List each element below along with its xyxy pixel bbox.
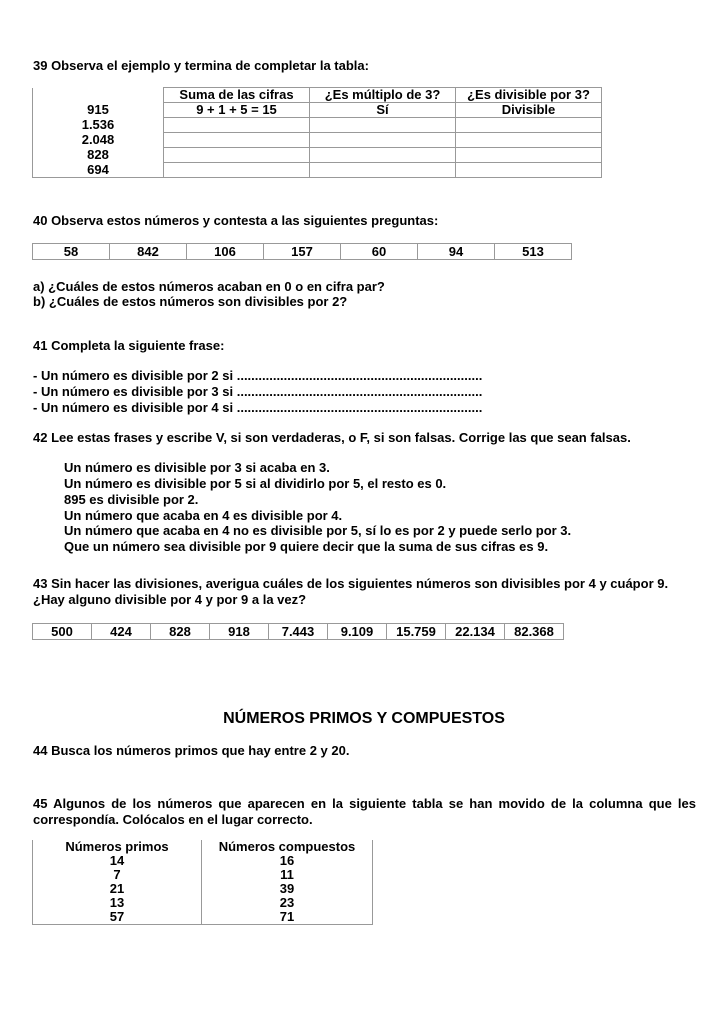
table-cell: 694 [33, 163, 164, 178]
table-cell: 842 [110, 244, 187, 260]
table-cell [164, 133, 310, 148]
table-row [33, 882, 373, 896]
ex41-line: - Un número es divisible por 3 si .................................................................... [33, 384, 483, 399]
table-cell [310, 118, 456, 133]
ex42-statement: Un número es divisible por 3 si acaba en 3. [64, 460, 330, 475]
table-row [33, 103, 602, 118]
table-cell [456, 148, 602, 163]
table-row [33, 624, 564, 640]
table-cell: 57 [33, 910, 202, 925]
ex43-title-line2: ¿Hay alguno divisible por 4 y por 9 a la vez? [33, 592, 307, 607]
ex43-title-line1: 43 Sin hacer las divisiones, averigua cuáles de los siguientes números son divisibles por 4 y cuápor 9. [33, 576, 669, 591]
table-header-cell: ¿Es múltiplo de 3? [310, 88, 456, 103]
ex40-number-table [32, 243, 572, 260]
table-cell [164, 163, 310, 178]
table-cell: 16 [202, 854, 373, 868]
ex39-table [32, 87, 602, 178]
table-cell: Sí [310, 103, 456, 118]
table-cell: 21 [33, 882, 202, 896]
table-cell: 828 [151, 624, 210, 640]
table-row [33, 896, 373, 910]
table-cell: 918 [210, 624, 269, 640]
table-cell: 11 [202, 868, 373, 882]
table-cell [164, 148, 310, 163]
ex45-table [32, 840, 373, 925]
table-cell: 60 [341, 244, 418, 260]
table-header-cell: Números compuestos [202, 840, 373, 854]
ex41-line: - Un número es divisible por 2 si .................................................................... [33, 368, 483, 383]
table-cell [456, 133, 602, 148]
table-header-cell: ¿Es divisible por 3? [456, 88, 602, 103]
table-cell: 82.368 [505, 624, 564, 640]
table-cell [310, 163, 456, 178]
table-cell [456, 163, 602, 178]
ex41-title: 41 Completa la siguiente frase: [33, 338, 225, 353]
ex44-title: 44 Busca los números primos que hay entre 2 y 20. [33, 743, 350, 758]
table-cell: 500 [33, 624, 92, 640]
table-cell: 1.536 [33, 118, 164, 133]
table-row [33, 133, 602, 148]
table-cell: 2.048 [33, 133, 164, 148]
table-row [33, 854, 373, 868]
table-header-cell [33, 88, 164, 103]
table-row [33, 163, 602, 178]
table-cell: 22.134 [446, 624, 505, 640]
table-row [33, 118, 602, 133]
ex40-question-b: b) ¿Cuáles de estos números son divisibles por 2? [33, 294, 348, 309]
table-cell [310, 133, 456, 148]
table-row [33, 910, 373, 925]
ex43-number-table [32, 623, 564, 640]
ex40-question-a: a) ¿Cuáles de estos números acaban en 0 o en cifra par? [33, 279, 385, 294]
ex42-statement: Un número que acaba en 4 es divisible por 4. [64, 508, 343, 523]
table-row [33, 148, 602, 163]
ex39-title: 39 Observa el ejemplo y termina de completar la tabla: [33, 58, 369, 73]
ex42-statement: Que un número sea divisible por 9 quiere decir que la suma de sus cifras es 9. [64, 539, 549, 554]
table-cell: 94 [418, 244, 495, 260]
table-cell [310, 148, 456, 163]
table-cell: 828 [33, 148, 164, 163]
ex45-title-line2: correspondía. Colócalos en el lugar correcto. [33, 812, 313, 827]
table-cell: 7 [33, 868, 202, 882]
table-cell: 15.759 [387, 624, 446, 640]
ex42-statement: 895 es divisible por 2. [64, 492, 199, 507]
table-row [33, 244, 572, 260]
table-cell [164, 118, 310, 133]
table-header-cell: Suma de las cifras [164, 88, 310, 103]
ex42-title: 42 Lee estas frases y escribe V, si son verdaderas, o F, si son falsas. Corrige las que sean falsas. [33, 430, 631, 445]
table-cell: Divisible [456, 103, 602, 118]
ex42-statement: Un número que acaba en 4 no es divisible por 5, sí lo es por 2 y puede serlo por 3. [64, 523, 572, 538]
table-cell: 13 [33, 896, 202, 910]
table-header-row [33, 88, 602, 103]
table-cell: 14 [33, 854, 202, 868]
table-cell: 58 [33, 244, 110, 260]
table-cell [456, 118, 602, 133]
table-cell: 513 [495, 244, 572, 260]
table-header-cell: Números primos [33, 840, 202, 854]
section-heading: NÚMEROS PRIMOS Y COMPUESTOS [223, 710, 505, 727]
table-cell: 424 [92, 624, 151, 640]
table-cell: 9.109 [328, 624, 387, 640]
table-cell: 157 [264, 244, 341, 260]
ex45-title-line1: 45 Algunos de los números que aparecen en la siguiente tabla se han movido de la columna que les [33, 796, 696, 811]
table-cell: 9 + 1 + 5 = 15 [164, 103, 310, 118]
table-cell: 23 [202, 896, 373, 910]
table-cell: 71 [202, 910, 373, 925]
table-cell: 915 [33, 103, 164, 118]
ex42-statement: Un número es divisible por 5 si al dividirlo por 5, el resto es 0. [64, 476, 447, 491]
table-cell: 39 [202, 882, 373, 896]
ex40-title: 40 Observa estos números y contesta a las siguientes preguntas: [33, 213, 439, 228]
table-cell: 7.443 [269, 624, 328, 640]
table-row [33, 868, 373, 882]
table-cell: 106 [187, 244, 264, 260]
ex41-line: - Un número es divisible por 4 si .................................................................... [33, 400, 483, 415]
table-header-row [33, 840, 373, 854]
